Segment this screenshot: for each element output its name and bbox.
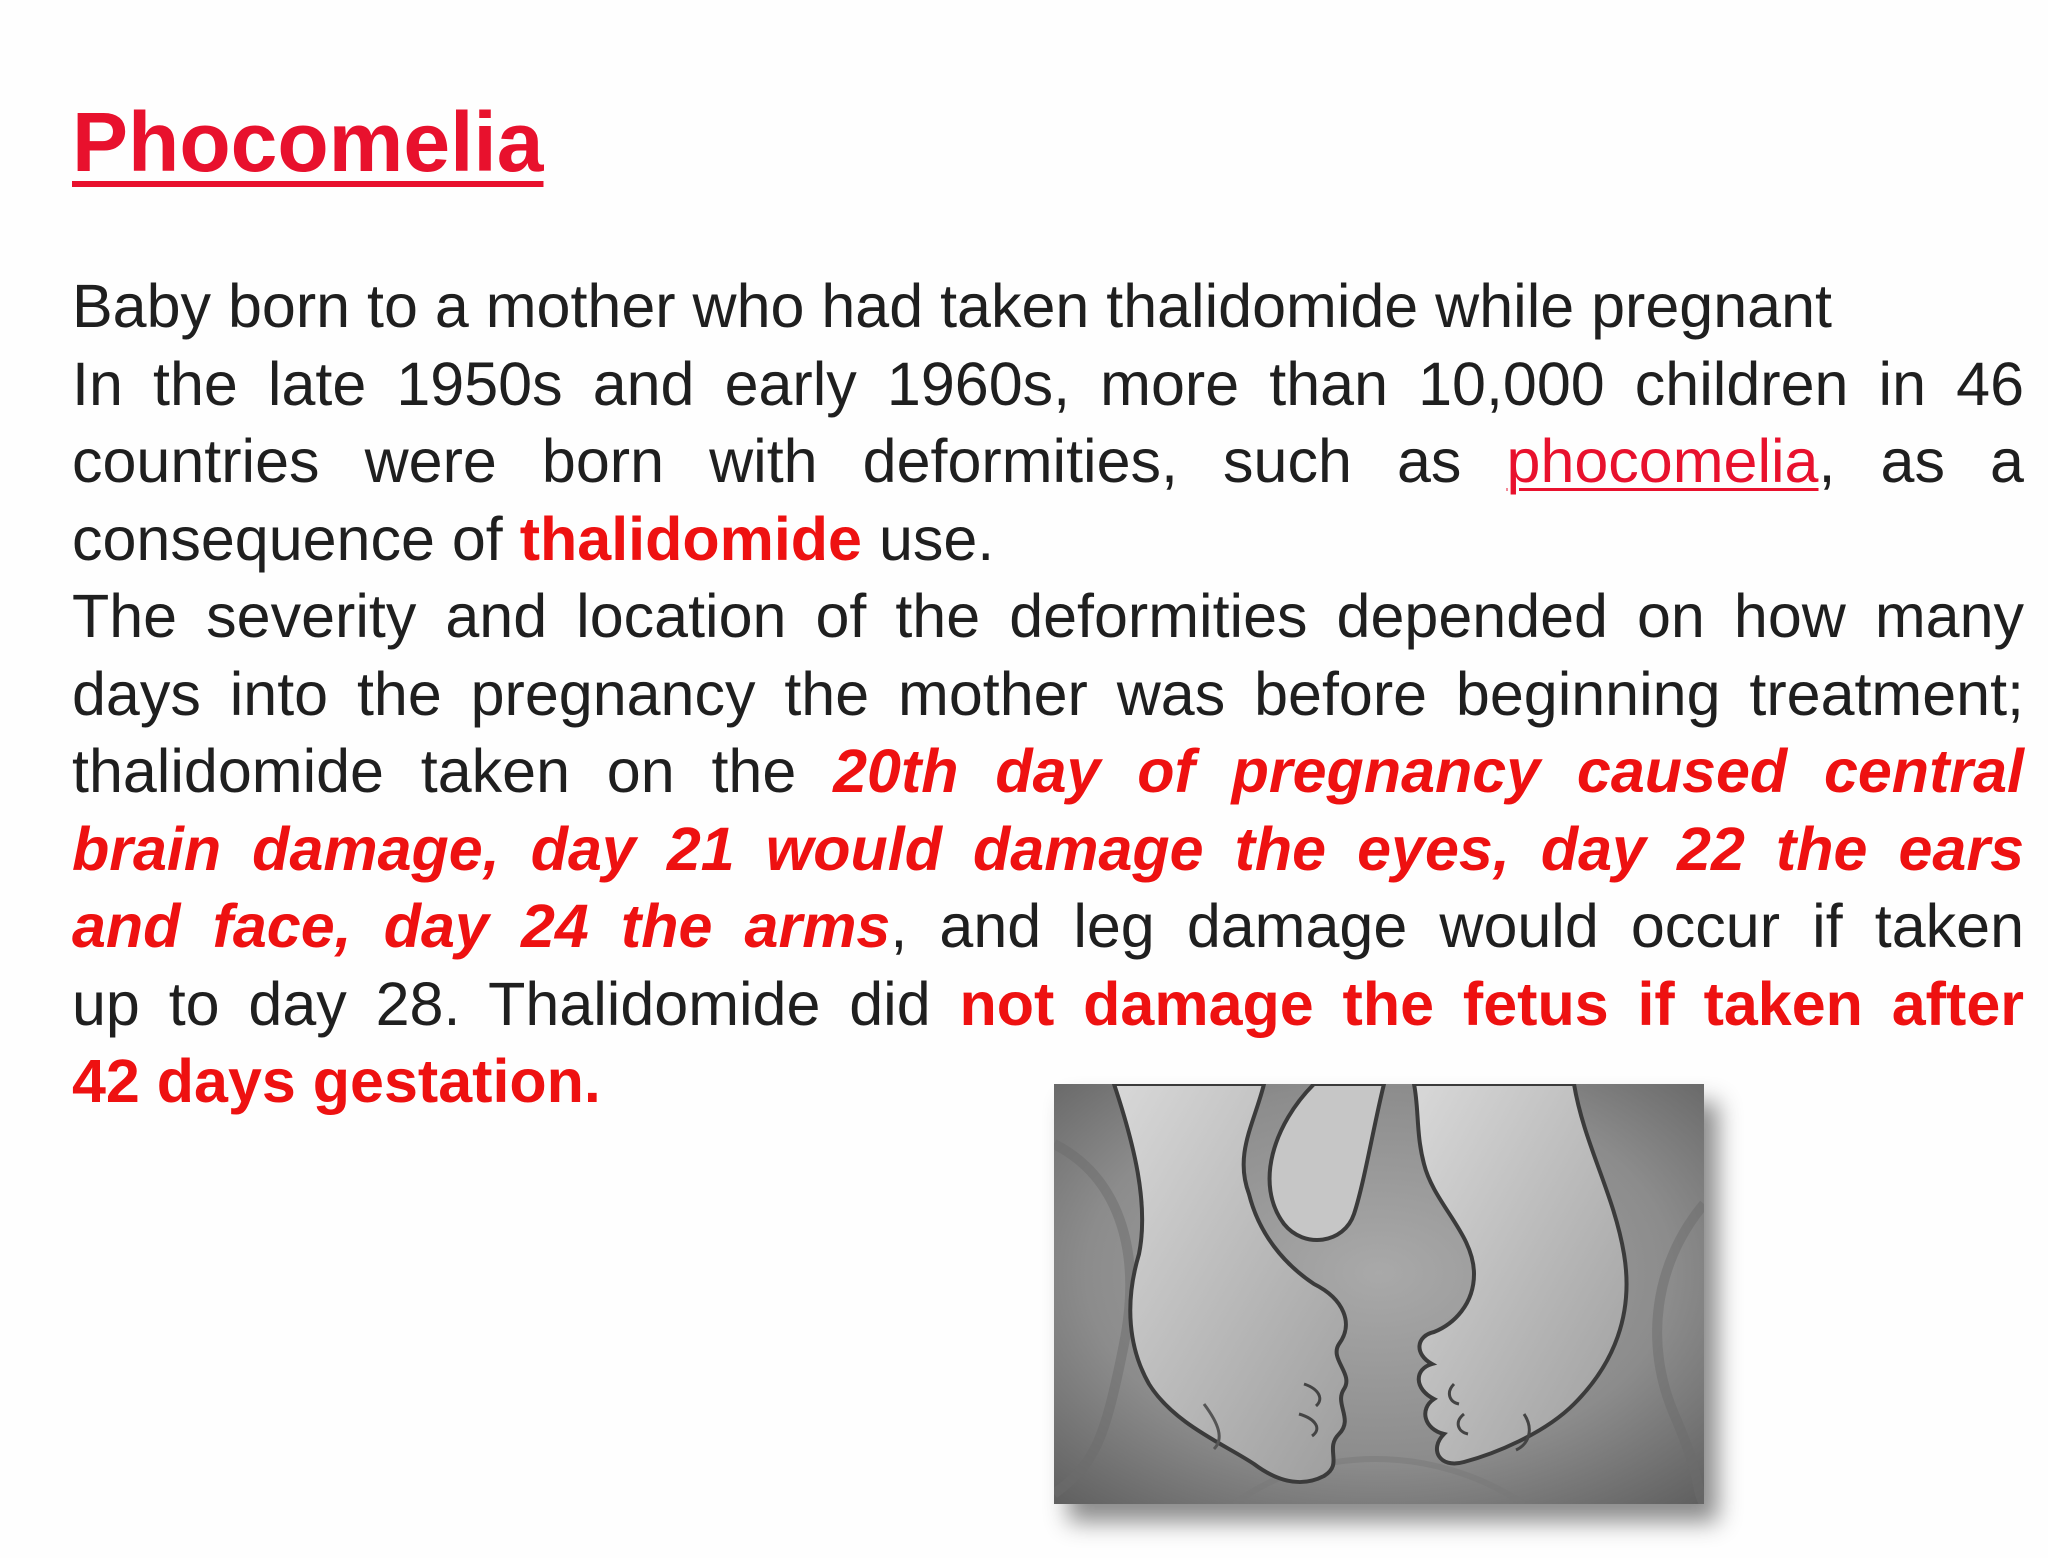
body-line (72, 501, 2024, 579)
body-line (72, 733, 2024, 811)
severity-text: thalidomide taken on the (72, 737, 797, 805)
body-line (72, 423, 2024, 501)
timeline-emphasis: brain damage, day 21 would damage the eyes, day 22 the ears (72, 814, 2024, 883)
body-line (72, 578, 2024, 656)
phocomelia-link[interactable]: phocomelia (1506, 427, 1819, 495)
timeline-emphasis: 20th day of pregnancy caused central (833, 737, 2024, 805)
history-text: use. (878, 504, 995, 573)
photo-feet-icon (1054, 1084, 1704, 1504)
body-line (72, 268, 2024, 346)
history-text: countries were born with deformities, such as (72, 427, 1462, 495)
history-text: consequence of (72, 504, 503, 573)
body-line (72, 966, 2024, 1044)
safety-emphasis: not damage the fetus if taken after (959, 969, 2024, 1038)
slide-body (72, 268, 2024, 1121)
thalidomide-emphasis: thalidomide (519, 504, 862, 573)
history-text: In the late 1950s and early 1960s, more than 10,000 children in 46 (72, 349, 2024, 418)
phocomelia-photo (1054, 1084, 1704, 1504)
slide-title: Phocomelia (72, 95, 544, 189)
body-line (72, 811, 2024, 889)
body-line (72, 346, 2024, 424)
severity-text: up to day 28. Thalidomide did (72, 969, 931, 1038)
intro-text: Baby born to a mother who had taken thalidomide while pregnant (72, 272, 1832, 340)
severity-text: , and leg damage would occur if taken (890, 892, 2025, 960)
body-line (72, 1043, 2024, 1121)
severity-text: days into the pregnancy the mother was before beginning treatment; (72, 659, 2024, 728)
severity-text: The severity and location of the deformities depended on how many (72, 582, 2024, 650)
body-line (72, 656, 2024, 734)
timeline-emphasis: and face, day 24 the arms (72, 892, 891, 960)
history-text: , as a (1818, 427, 2024, 495)
body-line (72, 888, 2024, 966)
safety-emphasis: 42 days gestation. (72, 1047, 601, 1115)
